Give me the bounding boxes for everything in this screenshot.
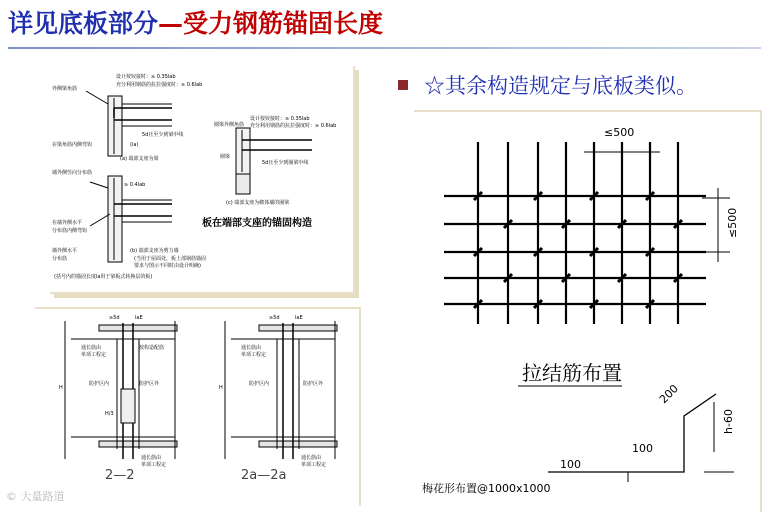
ring-label: 圈梁	[220, 154, 231, 160]
through-label-2: 单项工程定	[81, 352, 107, 358]
dim-5d-1: ≥5d	[109, 315, 120, 321]
ratio-label: ≥ 0.4lab	[124, 182, 146, 188]
caption-b: (b) 端部支座为剪力墙	[130, 248, 179, 254]
tie-bar-heading: 拉结筋布置	[522, 361, 622, 385]
side-label: 在梁角筋内侧弯钩	[52, 142, 93, 148]
title-part-2: —受力钢筋锚固长度	[158, 9, 384, 38]
watermark-icon: ©	[6, 490, 17, 503]
spacing-horizontal: ≤500	[604, 126, 635, 139]
note-b1: (当用于屋面处，板上部钢筋锚固	[134, 256, 206, 262]
caption-a: (a) 端部支座为梁	[120, 156, 159, 162]
label-c2: 充分利用钢筋的抗拉强度时：≥ 0.6lab	[250, 123, 337, 129]
inside-label-1: 防护区内	[89, 381, 110, 387]
section-caption-2-2: 2—2	[105, 468, 135, 483]
wall-section-svg	[35, 309, 359, 506]
h-label-2: H	[219, 385, 223, 391]
through-label-1: 通长筋由	[81, 345, 102, 351]
through-label-5: 通长筋由	[241, 345, 262, 351]
through-label-3: 通长筋由	[141, 455, 162, 461]
dim-100-b: 100	[632, 442, 653, 455]
dim-200: 200	[656, 382, 681, 407]
wall-in-label-2: 分布筋内侧弯钩	[52, 228, 88, 234]
bullet-text: ☆其余构造规定与底板类似。	[424, 74, 697, 98]
len-note: 5d且至少到梁中线	[142, 132, 184, 138]
note-b2: 要求与图示不同时由设计明确)	[134, 263, 201, 269]
inside-label-2: 防护区内	[249, 381, 270, 387]
label-c1: 设计按铰接时：≥ 0.35lab	[250, 116, 310, 122]
layout-note: 梅花形布置@1000x1000	[422, 482, 551, 495]
title-divider	[8, 47, 761, 49]
wall-in-label-4: 分布筋	[52, 256, 68, 262]
watermark-text: 大量路道	[20, 490, 65, 503]
watermark	[6, 488, 65, 504]
dim-lae-2: laE	[295, 315, 303, 321]
through-label-8: 单项工程定	[301, 462, 327, 468]
tie-bar-svg	[414, 112, 760, 512]
dim-100-a: 100	[560, 458, 581, 471]
caption-c: (c) 端部支座为砌体墙的圈梁	[226, 200, 290, 206]
outside-label-1: 防护区外	[139, 381, 160, 387]
spacing-vertical: ≤500	[726, 207, 739, 238]
wall-section-drawing	[35, 307, 361, 506]
outer-corner-label: 外侧梁角筋	[52, 86, 78, 92]
label-a2: 充分利用钢筋的抗拉强度时：≥ 0.6lab	[116, 82, 203, 88]
la-label: (la)	[130, 142, 139, 148]
tie-bar-drawing	[414, 110, 762, 512]
rebar-grid	[444, 142, 706, 324]
bullet-item	[398, 70, 697, 98]
outside-label-2: 防护区外	[303, 381, 324, 387]
support-anchorage-drawing	[50, 66, 355, 294]
slide-title	[8, 4, 383, 44]
h3-label: H/3	[105, 411, 114, 417]
section-caption-2a-2a: 2a—2a	[241, 468, 287, 483]
through-label-4: 单项工程定	[141, 462, 167, 468]
dim-lae-1: laE	[135, 315, 143, 321]
wall-in-label-1: 在墙外侧水平	[52, 220, 83, 226]
ring-beam-label: 圈梁外侧角筋	[214, 122, 245, 128]
dim-h60: h-60	[722, 409, 735, 434]
dim-5d-2: ≥5d	[269, 315, 280, 321]
wall-out-label: 墙外侧竖向分布筋	[52, 170, 93, 176]
main-caption: 板在端部支座的锚固构造	[202, 218, 312, 229]
len-c: 5d且至少到圈梁中线	[262, 160, 309, 166]
support-anchorage-svg	[50, 66, 353, 292]
title-part-1: 详见底板部分	[8, 9, 159, 38]
sub-caption: (括号内的锚固长度la用于梁板式转换层的板)	[54, 274, 153, 280]
bullet-square-icon	[398, 80, 408, 90]
design-label: 按构造配筋	[139, 345, 165, 351]
through-label-6: 单项工程定	[241, 352, 267, 358]
h-label-1: H	[59, 385, 63, 391]
label-a1: 设计按铰接时：≥ 0.35lab	[116, 74, 176, 80]
through-label-7: 通长筋由	[301, 455, 322, 461]
wall-in-label-3: 墙外侧水平	[52, 248, 78, 254]
